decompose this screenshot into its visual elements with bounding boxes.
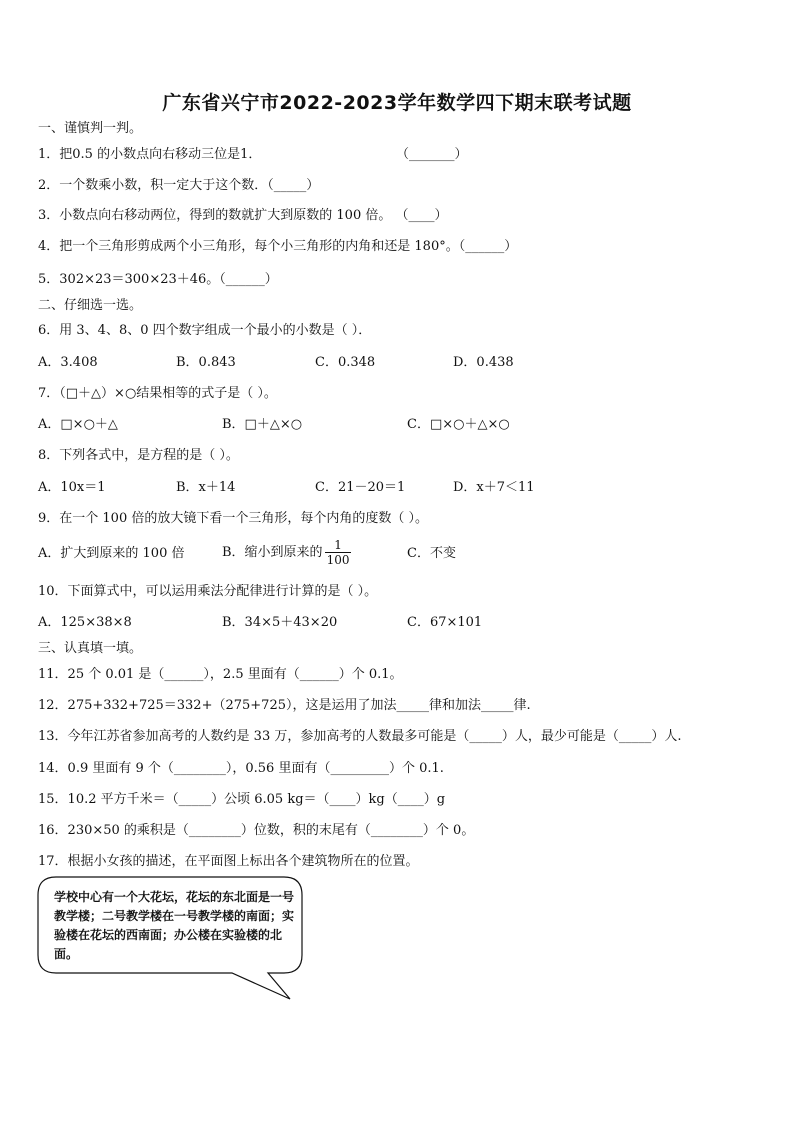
question-8: 8．下列各式中，是方程的是（ ）。 — [38, 448, 239, 463]
section-3-heading: 三、认真填一填。 — [38, 641, 143, 656]
fraction-denominator: 100 — [326, 553, 350, 567]
question-9-option-b-label: B．缩小到原来的 — [222, 545, 323, 560]
question-13: 13．今年江苏省参加高考的人数约是 33 万，参加高考的人数最多可能是（_____）人，最少可能是（_____）人. — [38, 729, 682, 744]
question-8-option-a: A．10x＝1 — [38, 480, 106, 495]
question-3: 3．小数点向右移动两位，得到的数就扩大到原数的 100 倍。 （____） — [38, 208, 448, 223]
question-9-option-a: A．扩大到原来的 100 倍 — [38, 546, 185, 561]
question-6-option-d: D．0.438 — [453, 355, 514, 370]
question-10-option-b: B．34×5＋43×20 — [222, 615, 338, 630]
question-10-option-c: C．67×101 — [407, 615, 483, 630]
question-8-option-d: D．x＋7＜11 — [453, 480, 535, 495]
question-10-option-a: A．125×38×8 — [38, 615, 132, 630]
fraction-1-100 — [325, 538, 352, 567]
fraction-numerator: 1 — [325, 538, 352, 553]
question-10: 10．下面算式中，可以运用乘法分配律进行计算的是（ ）。 — [38, 584, 378, 599]
question-7: 7．（□＋△）×○结果相等的式子是（ ）。 — [38, 386, 277, 401]
question-15: 15．10.2 平方千米＝（_____）公顷 6.05 kg＝（____）kg（____）g — [38, 792, 446, 807]
question-12: 12．275+332+725＝332+（275+725），这是运用了加法_____律和加法_____律. — [38, 698, 531, 713]
question-4: 4．把一个三角形剪成两个小三角形，每个小三角形的内角和还是 180°。（______） — [38, 239, 518, 254]
section-1-heading: 一、谨慎判一判。 — [38, 121, 143, 136]
question-6: 6．用 3、4、8、0 四个数字组成一个最小的小数是（ ）． — [38, 323, 372, 338]
question-17: 17．根据小女孩的描述，在平面图上标出各个建筑物所在的位置。 — [38, 854, 419, 869]
question-2: 2．一个数乘小数，积一定大于这个数．（_____） — [38, 178, 320, 193]
question-11: 11．25 个 0.01 是（______），2.5 里面有（______）个 0.1。 — [38, 667, 403, 682]
section-2-heading: 二、仔细选一选。 — [38, 298, 143, 313]
question-9-option-c: C．不变 — [407, 546, 456, 561]
question-14: 14．0.9 里面有 9 个（________），0.56 里面有（_________）个 0.1. — [38, 761, 444, 776]
question-7-option-c: C．□×○＋△×○ — [407, 417, 510, 432]
question-8-option-c: C．21－20＝1 — [315, 480, 406, 495]
page-title: 广东省兴宁市2022-2023学年数学四下期末联考试题 — [162, 92, 632, 114]
question-7-option-b: B．□＋△×○ — [222, 417, 303, 432]
question-7-option-a: A．□×○＋△ — [38, 417, 118, 432]
question-6-option-a: A．3.408 — [38, 355, 98, 370]
question-5: 5．302×23＝300×23＋46。（______） — [38, 272, 278, 287]
question-1-answer-blank: （_______） — [396, 147, 468, 162]
question-16: 16．230×50 的乘积是（________）位数，积的末尾有（________）个 0。 — [38, 823, 475, 838]
speech-bubble-text: 学校中心有一个大花坛，花坛的东北面是一号教学楼；二号教学楼在一号教学楼的南面；实验楼在花坛的西南面；办公楼在实验楼的北面。 — [54, 890, 295, 961]
question-6-option-c: C．0.348 — [315, 355, 376, 370]
question-9: 9．在一个 100 倍的放大镜下看一个三角形，每个内角的度数（ ）。 — [38, 511, 428, 526]
question-6-option-b: B．0.843 — [176, 355, 236, 370]
question-8-option-b: B．x＋14 — [176, 480, 236, 495]
question-1: 1．把0.5 的小数点向右移动三位是1． — [38, 147, 262, 162]
question-9-option-b — [222, 535, 351, 571]
